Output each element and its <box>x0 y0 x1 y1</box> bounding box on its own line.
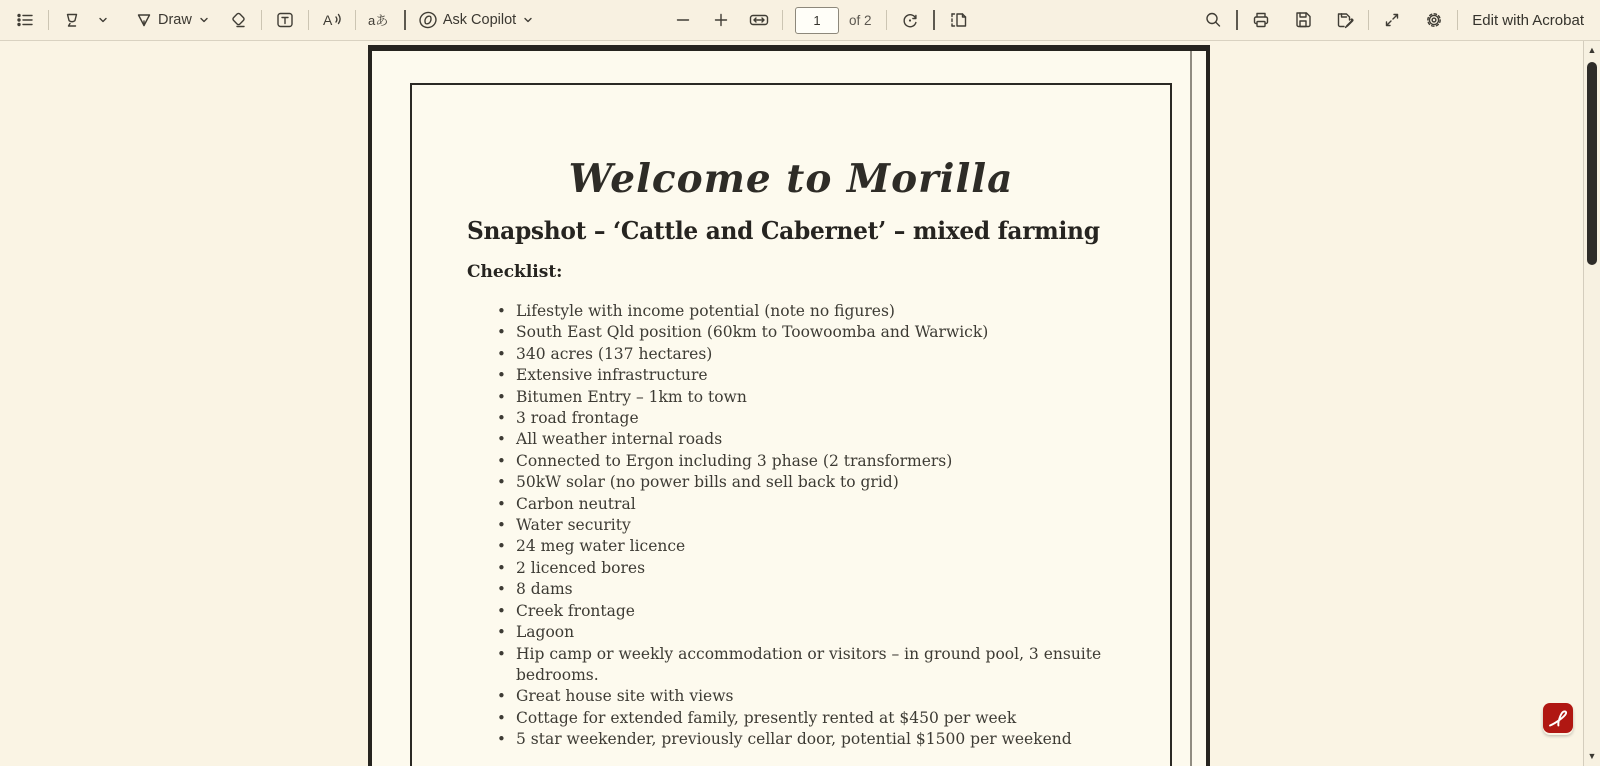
highlight-button[interactable] <box>57 5 87 35</box>
settings-button[interactable] <box>1419 5 1449 35</box>
checklist-item: • Water security <box>516 515 1120 536</box>
toolbar <box>0 0 1600 41</box>
save-button[interactable] <box>1288 5 1318 35</box>
checklist-item: • Lifestyle with income potential (note no figures) <box>516 301 1120 322</box>
separator <box>1368 10 1369 30</box>
checklist-item: • All weather internal roads <box>516 429 1120 450</box>
separator <box>308 10 309 30</box>
table-of-contents-button[interactable] <box>10 5 40 35</box>
separator <box>355 10 356 30</box>
separator <box>261 10 262 30</box>
chevron-down-icon <box>198 14 210 26</box>
fit-to-width-button[interactable] <box>744 5 774 35</box>
checklist <box>516 301 1120 751</box>
ask-copilot-button[interactable] <box>414 5 537 35</box>
eraser-icon <box>228 10 248 30</box>
ask-copilot-label: Ask Copilot <box>442 12 517 28</box>
checklist-item: • 5 star weekender, previously cellar door, potential $1500 per weekend <box>516 729 1120 750</box>
scroll-up-icon[interactable]: ▲ <box>1587 45 1597 55</box>
checklist-item: • 2 licenced bores <box>516 558 1120 579</box>
zoom-in-icon <box>712 11 730 29</box>
save-icon <box>1293 10 1313 30</box>
print-button[interactable] <box>1246 5 1276 35</box>
zoom-in-button[interactable] <box>706 5 736 35</box>
page-number-input[interactable] <box>795 7 839 34</box>
separator <box>933 10 935 30</box>
scrollbar-thumb[interactable] <box>1587 62 1597 265</box>
toolbar-center-group <box>668 0 973 40</box>
scroll-down-icon[interactable]: ▼ <box>1587 751 1597 761</box>
checklist-item: • Hip camp or weekly accommodation or visitors – in ground pool, 3 ensuite bedrooms. <box>516 644 1120 687</box>
read-aloud-button[interactable] <box>317 5 347 35</box>
svg-text:A: A <box>322 12 333 28</box>
separator <box>1236 10 1238 30</box>
checklist-item: • Carbon neutral <box>516 494 1120 515</box>
expand-icon <box>1382 10 1402 30</box>
separator <box>1457 10 1458 30</box>
draw-button[interactable] <box>131 5 213 35</box>
search-button[interactable] <box>1198 5 1228 35</box>
document-subheading: Checklist: <box>467 262 563 282</box>
adobe-acrobat-icon <box>1543 703 1573 738</box>
page-view-icon <box>947 10 969 30</box>
search-icon <box>1203 10 1223 30</box>
rotate-icon <box>900 10 920 30</box>
checklist-item: • Extensive infrastructure <box>516 365 1120 386</box>
table-of-contents-icon <box>15 10 35 30</box>
gear-icon <box>1424 10 1444 30</box>
edit-with-acrobat-button[interactable]: Edit with Acrobat <box>1472 11 1584 29</box>
document-title: Welcome to Morilla <box>568 156 1014 202</box>
highlighter-icon <box>62 10 82 30</box>
save-as-icon <box>1335 10 1355 30</box>
checklist-item: • Creek frontage <box>516 601 1120 622</box>
separator <box>48 10 49 30</box>
chevron-down-icon <box>522 14 534 26</box>
zoom-out-button[interactable] <box>668 5 698 35</box>
separator <box>886 10 887 30</box>
scan-edge-line <box>1190 51 1192 766</box>
separator <box>782 10 783 30</box>
document-heading: Snapshot – ‘Cattle and Cabernet’ – mixed farming <box>467 216 1100 245</box>
separator <box>404 10 406 30</box>
page-view-button[interactable] <box>943 5 973 35</box>
checklist-item: • 3 road frontage <box>516 408 1120 429</box>
translate-button[interactable] <box>364 5 396 35</box>
checklist-item: • 8 dams <box>516 579 1120 600</box>
vertical-scrollbar[interactable] <box>1583 41 1600 766</box>
checklist-item: • Lagoon <box>516 622 1120 643</box>
rotate-button[interactable] <box>895 5 925 35</box>
fullscreen-button[interactable] <box>1377 5 1407 35</box>
checklist-item: • Bitumen Entry – 1km to town <box>516 387 1120 408</box>
svg-text:aあ: aあ <box>367 13 389 28</box>
draw-pen-icon <box>134 10 154 30</box>
acrobat-fab-button[interactable] <box>1543 705 1573 735</box>
checklist-item: • South East Qld position (60km to Toowoomba and Warwick) <box>516 322 1120 343</box>
toolbar-left-group <box>10 0 537 40</box>
read-aloud-icon <box>321 10 343 30</box>
text-box-icon <box>275 10 295 30</box>
toolbar-right-group <box>1198 0 1584 40</box>
zoom-out-icon <box>674 11 692 29</box>
translate-icon <box>367 10 393 30</box>
draw-label: Draw <box>158 12 192 28</box>
add-text-button[interactable] <box>270 5 300 35</box>
erase-button[interactable] <box>223 5 253 35</box>
page-count-label: of 2 <box>849 12 872 28</box>
fit-to-width-icon <box>748 10 770 30</box>
checklist-item: • 50kW solar (no power bills and sell back to grid) <box>516 472 1120 493</box>
checklist-item: • 24 meg water licence <box>516 536 1120 557</box>
chevron-down-icon <box>97 14 109 26</box>
copilot-icon <box>417 9 439 31</box>
print-icon <box>1251 10 1271 30</box>
checklist-item: • Cottage for extended family, presently rented at $450 per week <box>516 708 1120 729</box>
pdf-page[interactable] <box>368 45 1210 766</box>
save-as-button[interactable] <box>1330 5 1360 35</box>
checklist-item: • 340 acres (137 hectares) <box>516 344 1120 365</box>
checklist-item: • Connected to Ergon including 3 phase (2 transformers) <box>516 451 1120 472</box>
checklist-item: • Great house site with views <box>516 686 1120 707</box>
highlight-options-button[interactable] <box>87 5 117 35</box>
